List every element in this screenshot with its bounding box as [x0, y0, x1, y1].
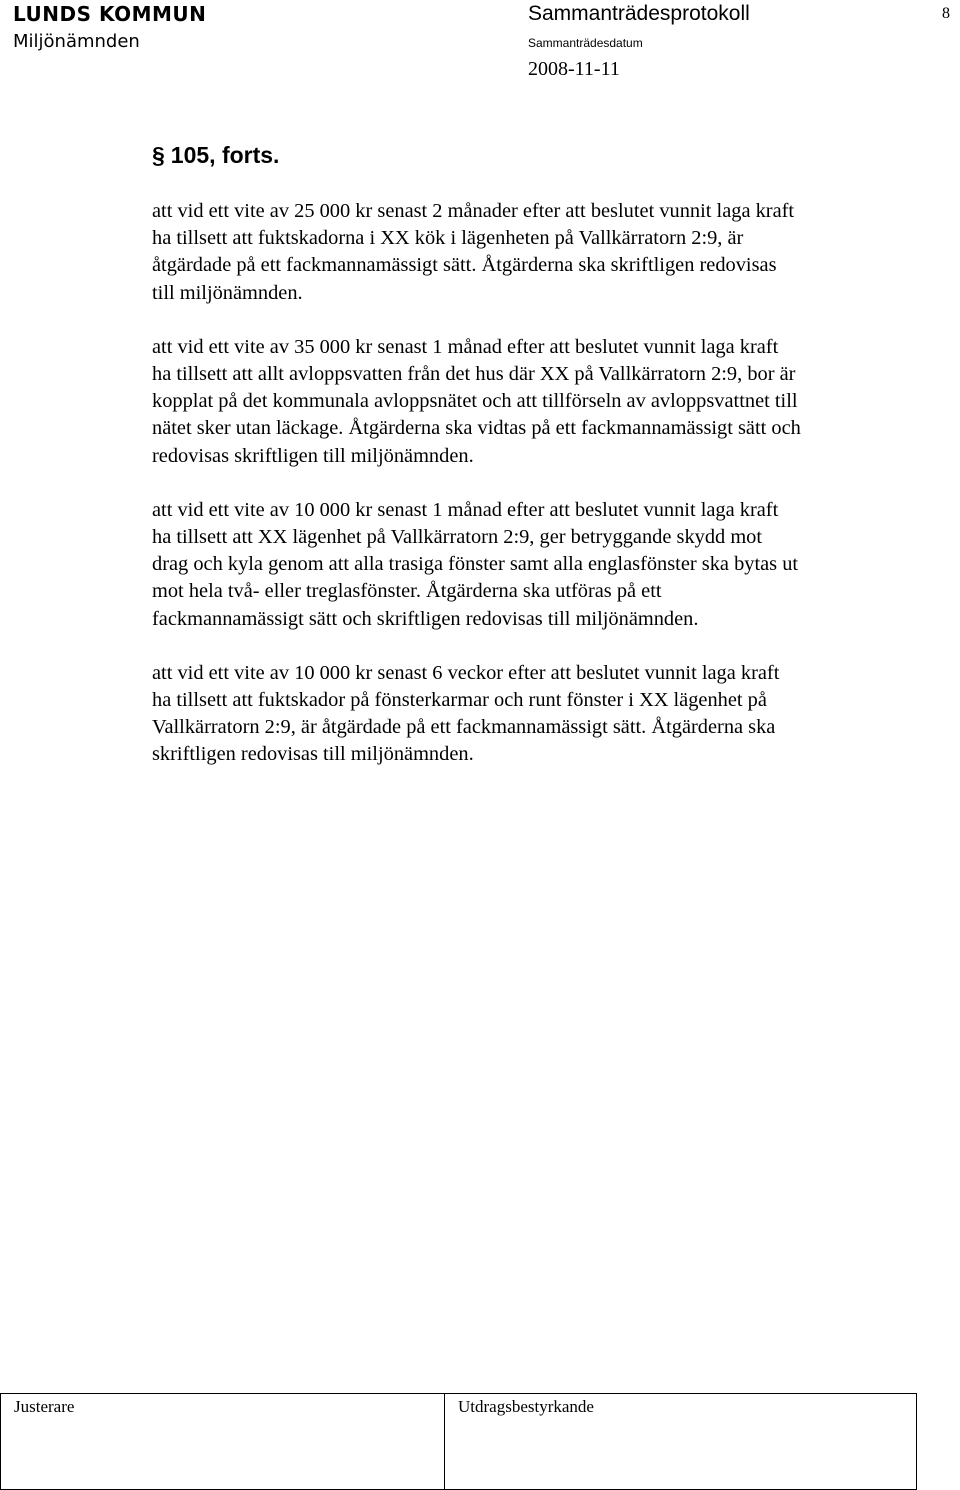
section-heading-text: 105, forts.: [170, 142, 280, 168]
paragraph-line: nätet sker utan läckage. Åtgärderna ska vidtas på ett fackmannamässigt sätt och: [152, 417, 801, 440]
decision-paragraph: [152, 497, 942, 633]
paragraph-line: att vid ett vite av 10 000 kr senast 6 veckor efter att beslutet vunnit laga kraft: [152, 661, 780, 684]
utdrag-cell: [445, 1394, 917, 1490]
department-name: Miljönämnden: [13, 31, 140, 52]
paragraph-line: ha tillsett att allt avloppsvatten från det hus där XX på Vallkärratorn 2:9, bor är: [152, 363, 796, 386]
paragraph-line: skriftligen redovisas till miljönämnden.: [152, 743, 474, 766]
justerare-label: Justerare: [14, 1397, 75, 1416]
section-heading: [152, 138, 279, 172]
paragraph-line: Vallkärratorn 2:9, är åtgärdade på ett fackmannamässigt sätt. Åtgärderna ska: [152, 716, 776, 739]
paragraph-line: mot hela två- eller treglasfönster. Åtgärderna ska utföras på ett: [152, 580, 662, 603]
decision-paragraph: [152, 660, 942, 769]
paragraph-line: kopplat på det kommunala avloppsnätet och att tillförseln av avloppsvattnet till: [152, 390, 798, 413]
paragraph-line: redovisas skriftligen till miljönämnden.: [152, 444, 474, 467]
section-symbol: §: [152, 142, 165, 168]
paragraph-line: ha tillsett att XX lägenhet på Vallkärratorn 2:9, ger betryggande skydd mot: [152, 526, 763, 549]
meeting-date-label: Sammanträdesdatum: [528, 36, 643, 50]
paragraph-line: att vid ett vite av 25 000 kr senast 2 månader efter att beslutet vunnit laga kraft: [152, 200, 795, 222]
paragraph-line: ha tillsett att fuktskadorna i XX kök i lägenheten på Vallkärratorn 2:9, är: [152, 227, 744, 250]
document-type: Sammanträdesprotokoll: [528, 2, 750, 25]
paragraph-line: att vid ett vite av 10 000 kr senast 1 månad efter att beslutet vunnit laga kraft: [152, 498, 779, 521]
paragraph-line: till miljönämnden.: [152, 281, 303, 304]
paragraph-line: drag och kyla genom att alla trasiga fönster samt alla englasfönster ska bytas ut: [152, 553, 799, 576]
decision-paragraph: [152, 198, 942, 307]
decision-paragraph: [152, 334, 942, 470]
paragraph-line: åtgärdade på ett fackmannamässigt sätt. Åtgärderna ska skriftligen redovisas: [152, 254, 777, 277]
utdragsbestyrkande-label: Utdragsbestyrkande: [458, 1397, 594, 1416]
decision-list: [152, 198, 942, 796]
meeting-date: 2008-11-11: [528, 58, 620, 80]
organization-name: LUNDS KOMMUN: [13, 2, 207, 26]
page-number: 8: [942, 5, 950, 22]
paragraph-line: ha tillsett att fuktskador på fönsterkarmar och runt fönster i XX lägenhet på: [152, 689, 767, 712]
paragraph-line: fackmannamässigt sätt och skriftligen redovisas till miljönämnden.: [152, 607, 699, 630]
signature-table: [0, 1393, 917, 1490]
paragraph-line: att vid ett vite av 35 000 kr senast 1 månad efter att beslutet vunnit laga kraft: [152, 335, 779, 358]
justerare-cell: [1, 1394, 445, 1490]
